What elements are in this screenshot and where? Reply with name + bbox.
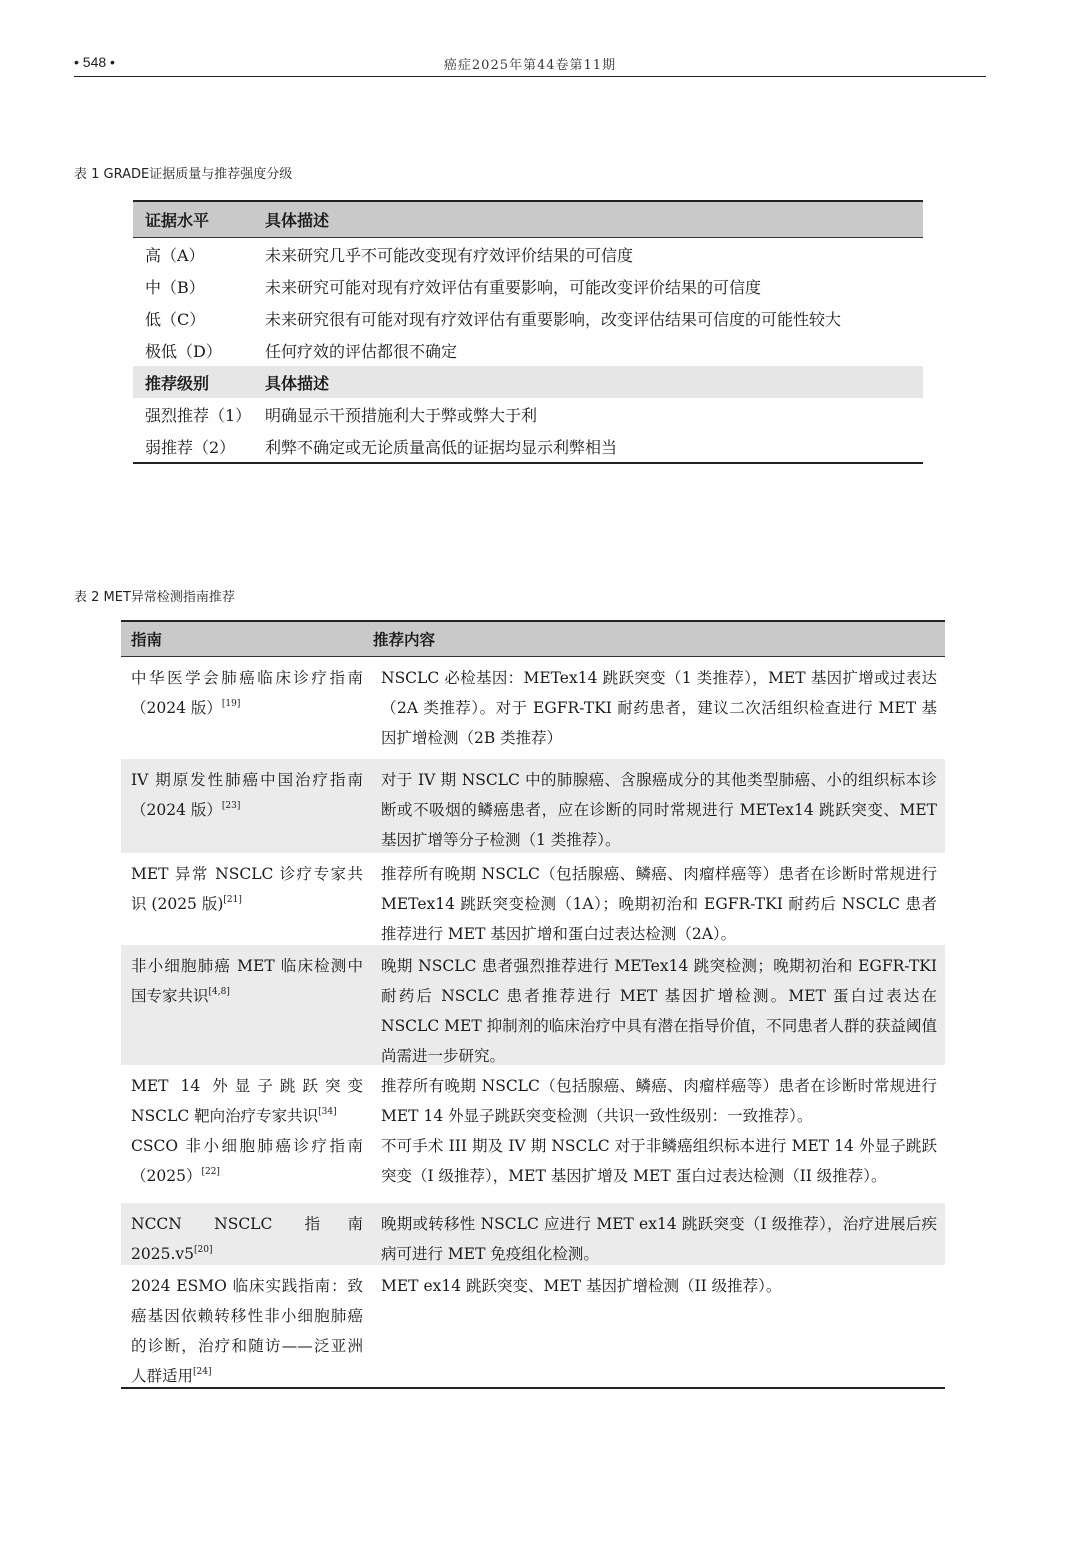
table-row (121, 945, 945, 1065)
table-row (121, 1265, 945, 1387)
table-row (121, 759, 945, 853)
column-header: 推荐级别 (145, 373, 210, 393)
met-guideline-table (121, 620, 945, 1389)
recommendation-content: NSCLC 必检基因：METex14 跳跃突变（1 类推荐），MET 基因扩增或过表达（2A 类推荐）。对于 EGFR-TKI 耐药患者，建议二次活组织检查进行 MET 基因扩增检测（2B 类推荐） (381, 669, 937, 747)
citation: [20] (194, 1245, 213, 1255)
recommendation-content: 晚期或转移性 NSCLC 应进行 MET ex14 跳跃突变（I 级推荐），治疗进展后疾病可进行 MET 免疫组化检测。 (381, 1215, 937, 1263)
table-row (133, 270, 923, 302)
citation: [34] (318, 1107, 337, 1117)
table-row (121, 1065, 945, 1203)
guideline-name: MET 异常 NSCLC 诊疗专家共识 (2025 版)[21] (131, 865, 363, 913)
grade-table (133, 200, 923, 464)
guideline-name: MET 14 外显子跳跃突变 NSCLC 靶向治疗专家共识[34] CSCO 非小细胞肺癌诊疗指南（2025）[22] (131, 1077, 363, 1185)
page-number: • 548 • (74, 54, 115, 70)
level-description: 明确显示干预措施利大于弊或弊大于利 (265, 405, 538, 425)
table-row (121, 657, 945, 759)
guideline-name: 非小细胞肺癌 MET 临床检测中国专家共识[4,8] (131, 957, 363, 1005)
level-description: 未来研究很有可能对现有疗效评估有重要影响，改变评估结果可信度的可能性较大 (265, 309, 842, 329)
recommendation-content: 晚期 NSCLC 患者强烈推荐进行 METex14 跳突检测；晚期初治和 EGFR-TKI 耐药后 NSCLC 患者推荐进行 MET 基因扩增检测。MET 蛋白过表达在 NSCLC MET 抑制剂的临床治疗中具有潜在指导价值，不同患者人群的获益阈值尚需进一步研究。 (381, 957, 937, 1065)
table-row (133, 430, 923, 462)
table-row (133, 334, 923, 366)
recommendation-level: 弱推荐（2） (145, 437, 236, 457)
table-row (121, 853, 945, 945)
evidence-level: 高（A） (145, 245, 205, 265)
citation: [22] (201, 1167, 220, 1177)
table-row (133, 238, 923, 270)
level-description: 未来研究几乎不可能改变现有疗效评价结果的可信度 (265, 245, 634, 265)
table-row (133, 302, 923, 334)
table1-caption: 表 1 GRADE证据质量与推荐强度分级 (74, 167, 293, 182)
citation: [21] (223, 895, 242, 905)
level-description: 任何疗效的评估都很不确定 (265, 341, 458, 361)
table-header-row (133, 202, 923, 238)
evidence-level: 极低（D） (145, 341, 222, 361)
evidence-level: 中（B） (145, 277, 205, 297)
guideline-name: 2024 ESMO 临床实践指南：致癌基因依赖转移性非小细胞肺癌的诊断，治疗和随访——泛亚洲人群适用[24] (131, 1277, 363, 1385)
table-row (133, 398, 923, 430)
guideline-name: NCCN NSCLC 指南 2025.v5[20] (131, 1215, 363, 1263)
table-header-row (121, 622, 945, 657)
level-description: 未来研究可能对现有疗效评估有重要影响，可能改变评价结果的可信度 (265, 277, 762, 297)
citation: [24] (193, 1367, 212, 1377)
level-description: 利弊不确定或无论质量高低的证据均显示利弊相当 (265, 437, 618, 457)
recommendation-content: 推荐所有晚期 NSCLC（包括腺癌、鳞癌、肉瘤样癌等）患者在诊断时常规进行 METex14 跳跃突变检测（1A）；晚期初治和 EGFR-TKI 耐药后 NSCLC 患者推荐进行 MET 基因扩增和蛋白过表达检测（2A）。 (381, 865, 937, 943)
journal-title: 癌症2025年第44卷第11期 (443, 58, 617, 73)
recommendation-content: 推荐所有晚期 NSCLC（包括腺癌、鳞癌、肉瘤样癌等）患者在诊断时常规进行 MET 14 外显子跳跃突变检测（共识一致性级别：一致推荐）。 不可手术 III 期及 IV 期 NSCLC 对于非鳞癌组织标本进行 MET 14 外显子跳跃突变（I 级推荐），MET 基因扩增及 MET 蛋白过表达检测（II 级推荐）。 (381, 1077, 937, 1185)
guideline-name: IV 期原发性肺癌中国治疗指南（2024 版）[23] (131, 771, 363, 819)
recommendation-content: MET ex14 跳跃突变、MET 基因扩增检测（II 级推荐）。 (381, 1277, 782, 1295)
table-subheader-row (133, 366, 923, 398)
citation: [4,8] (208, 987, 230, 997)
column-header: 具体描述 (265, 211, 330, 230)
table-row (121, 1203, 945, 1265)
column-header: 具体描述 (265, 373, 330, 393)
table2-caption: 表 2 MET异常检测指南推荐 (74, 590, 235, 605)
citation: [19] (221, 699, 241, 709)
recommendation-content: 对于 IV 期 NSCLC 中的肺腺癌、含腺癌成分的其他类型肺癌、小的组织标本诊断或不吸烟的鳞癌患者，应在诊断的同时常规进行 METex14 跳跃突变、MET 基因扩增等分子检测（1 类推荐）。 (381, 771, 937, 849)
guideline-name: 中华医学会肺癌临床诊疗指南（2024 版）[19] (131, 669, 363, 717)
citation: [23] (221, 801, 241, 811)
column-header: 指南 (131, 631, 163, 649)
column-header: 证据水平 (145, 211, 210, 230)
evidence-level: 低（C） (145, 309, 206, 329)
column-header: 推荐内容 (373, 631, 436, 649)
running-header (74, 52, 986, 77)
recommendation-level: 强烈推荐（1） (145, 405, 252, 425)
